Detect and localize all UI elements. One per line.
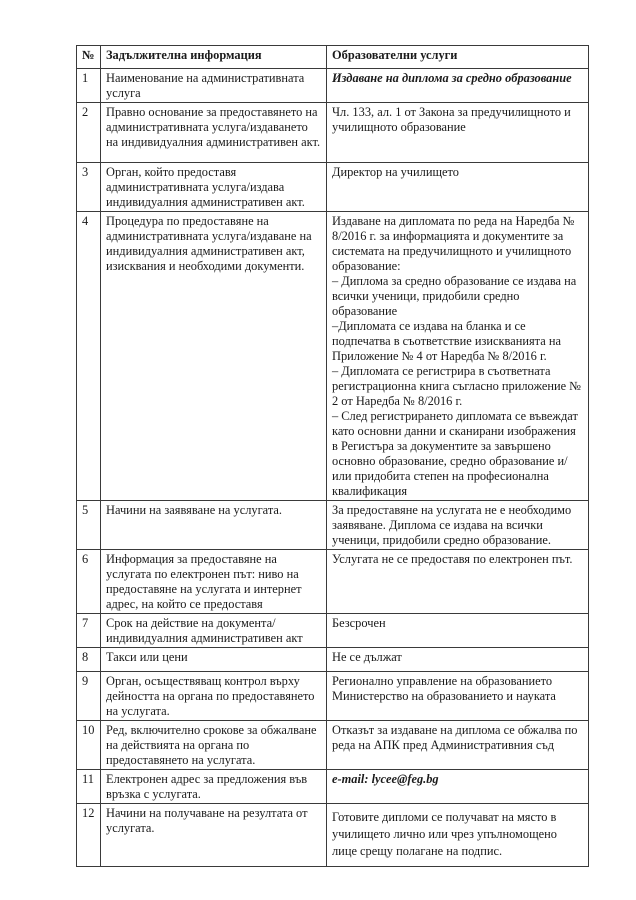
row-value — [327, 501, 589, 550]
row-number: 4 — [77, 212, 101, 501]
value-text: Готовите дипломи се получават на място в училището лично или чрез упълномощено лице срещу полагане на подпис. — [332, 810, 557, 858]
row-info: Орган, който предоставя административната услуга/издава индивидуалния административен акт. — [101, 163, 327, 212]
row-number: 10 — [77, 721, 101, 770]
row-info: Орган, осъществяващ контрол върху дейността на органа по предоставянето на услугата. — [101, 672, 327, 721]
row-info: Електронен адрес за предложения във връзка с услугата. — [101, 770, 327, 804]
table-row — [77, 804, 589, 867]
header-required-info: Задължителна информация — [101, 46, 327, 69]
value-text: За предоставяне на услугата не е необходимо заявяване. Диплома се издава на всички ученици, придобили средно образование. — [332, 503, 572, 547]
row-number: 8 — [77, 648, 101, 672]
value-text: Директор на училището — [332, 165, 459, 179]
row-value — [327, 614, 589, 648]
row-info: Начини на получаване на резултата от услугата. — [101, 804, 327, 867]
row-value — [327, 648, 589, 672]
email-link[interactable]: e-mail: lycee@feg.bg — [332, 772, 439, 786]
value-text: Отказът за издаване на диплома се обжалва по реда на АПК пред Административния съд — [332, 723, 578, 752]
row-info: Процедура по предоставяне на административната услуга/издаване на индивидуалния административен акт, изисквания и необходими документи. — [101, 212, 327, 501]
row-value — [327, 163, 589, 212]
table-row — [77, 648, 589, 672]
table-row — [77, 550, 589, 614]
row-info: Начини на заявяване на услугата. — [101, 501, 327, 550]
row-number: 1 — [77, 69, 101, 103]
row-value — [327, 804, 589, 867]
table-row — [77, 212, 589, 501]
table-row — [77, 770, 589, 804]
table-header-row — [77, 46, 589, 69]
value-text: Услугата не се предоставя по електронен път. — [332, 552, 573, 566]
value-text: Министерство на образованието и науката — [332, 689, 556, 703]
value-text: – Дипломата се регистрира в съответната регистрационна книга съгласно приложение № 2 от Наредба № 8/2016 г. — [332, 364, 582, 408]
row-info: Информация за предоставяне на услугата по електронен път: ниво на предоставяне на услугата и интернет адрес, на който се предоставя — [101, 550, 327, 614]
value-text: Издаване на дипломата по реда на Наредба № 8/2016 г. за информацията и документите за системата на предучилищното и училищното образование: — [332, 214, 575, 273]
row-value — [327, 721, 589, 770]
table-row — [77, 614, 589, 648]
row-number: 2 — [77, 103, 101, 163]
table-row — [77, 69, 589, 103]
table-row — [77, 501, 589, 550]
header-number: № — [77, 46, 101, 69]
value-text: Не се дължат — [332, 650, 402, 664]
services-table — [76, 45, 589, 867]
value-text: – След регистрирането дипломата се въвеждат като основни данни и сканирани изображения в Регистъра за документите за завършено основно образование, средно образование и/или придобита степен на професионална квалификация — [332, 409, 578, 498]
row-value — [327, 212, 589, 501]
value-text: –Дипломата се издава на бланка и се подпечатва в съответствие изискванията на Приложение № 4 от Наредба № 8/2016 г. — [332, 319, 561, 363]
row-info: Такси или цени — [101, 648, 327, 672]
row-number: 3 — [77, 163, 101, 212]
value-text: Безсрочен — [332, 616, 386, 630]
table-row — [77, 163, 589, 212]
row-value — [327, 69, 589, 103]
row-number: 9 — [77, 672, 101, 721]
table-row — [77, 721, 589, 770]
table-row — [77, 103, 589, 163]
row-info: Правно основание за предоставянето на административната услуга/издаването на индивидуалния административен акт. — [101, 103, 327, 163]
row-number: 6 — [77, 550, 101, 614]
row-info: Наименование на административната услуга — [101, 69, 327, 103]
row-number: 7 — [77, 614, 101, 648]
value-text: Чл. 133, ал. 1 от Закона за предучилищното и училищното образование — [332, 105, 571, 134]
row-number: 11 — [77, 770, 101, 804]
row-value — [327, 672, 589, 721]
row-number: 5 — [77, 501, 101, 550]
row-info: Срок на действие на документа/ индивидуалния административен акт — [101, 614, 327, 648]
table-row — [77, 672, 589, 721]
value-text: – Диплома за средно образование се издава на всички ученици, придобили средно образование — [332, 274, 577, 318]
header-educational-services: Образователни услуги — [327, 46, 589, 69]
row-value — [327, 103, 589, 163]
row-value — [327, 550, 589, 614]
row-info: Ред, включително срокове за обжалване на действията на органа по предоставянето на услугата. — [101, 721, 327, 770]
service-name: Издаване на диплома за средно образование — [332, 71, 572, 85]
row-number: 12 — [77, 804, 101, 867]
value-text: Регионално управление на образованието — [332, 674, 553, 688]
row-value — [327, 770, 589, 804]
